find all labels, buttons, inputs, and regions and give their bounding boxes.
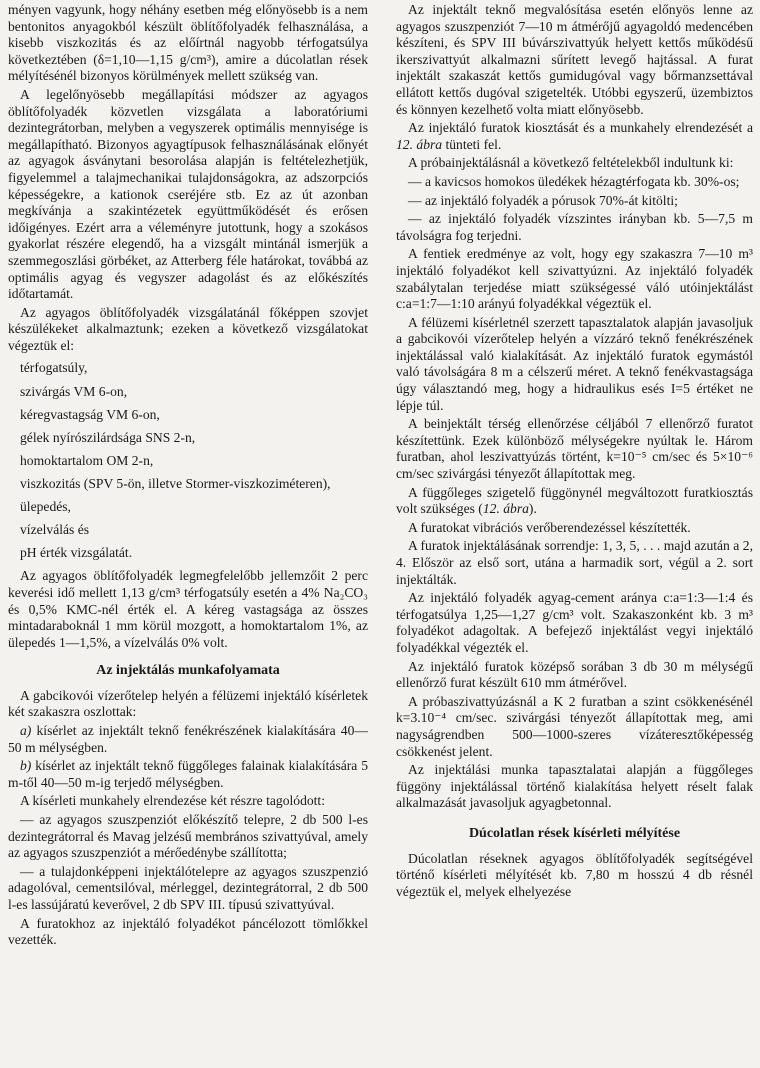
paragraph-layout	[396, 120, 753, 153]
layout-text-pre: Az injektáló furatok kiosztását és a munkahely elrendezését a	[408, 120, 753, 136]
paragraph-tests-intro: Az agyagos öblítőfolyadék vizsgálatánál főképpen szovjet készülékeket alkalmaztunk; ezeken a következő vizsgálatokat végeztük el:	[8, 304, 368, 353]
test-item: viszkozitás (SPV 5-ön, illetve Stormer-viszkoziméteren),	[20, 475, 331, 491]
test-item: pH érték vizsgálatát.	[20, 545, 133, 561]
test-item: szivárgás VM 6-on,	[20, 383, 128, 399]
paragraph-results: Az agyagos öblítőfolyadék legmegfelelőbb jellemzőit 2 perc keverési idő mellett 1,13 g/cm³ térfogatsúly esetén a 4% Na₂CO₃ és 0,5% KMC-nél érték el. A kéreg vastagsága az összes mintadaraboknál 1 mm körül mozgott, a homoktartalom 1%, az ülepedés 1—1,5%, a vízelválás 0% volt.	[8, 568, 368, 650]
wall-text-pre: A függőleges szigetelő függönynél megváltozott furatkiosztás volt szükséges (	[396, 484, 753, 517]
paragraph-control: A beinjektált térség ellenőrzése céljából 7 ellenőrző furatot készítettünk. Ezek különböző mélységekre nyúltak le. Három furatban, ahol leszivattyúzás történt, k=10⁻⁵ cm/sec és 5×10⁻⁶ cm/sec szivárgási tényezőt állapítottak meg.	[396, 416, 753, 482]
paragraph-intro: ményen vagyunk, hogy néhány esetben még előnyösebb is a nem bentonitos anyagokból készült öblítőfolyadék felhasználása, a kisebb viszkozitás és az előírtnál nagyobb térfogatsúlya következtében (δ=1,10—1,15 g/cm³), amire a dúcolatlan rések mélyítésénél bizonyos körülmények mellett szükség van.	[8, 2, 368, 84]
tests-list	[8, 360, 368, 561]
paragraph-hoses: A furatokhoz az injektáló folyadékot páncélozott tömlőkkel vezették.	[8, 915, 368, 948]
list-item-b	[8, 758, 368, 791]
condition-item: — az injektáló folyadék vízszintes irányban kb. 5—7,5 m távolságra fog terjedni.	[396, 211, 753, 243]
paragraph-vibro: A furatokat vibrációs verőberendezéssel készítették.	[408, 519, 691, 535]
test-item: ülepedés,	[20, 499, 71, 515]
figure-reference: 12. ábra	[396, 136, 443, 152]
test-item: kéregvastagság VM 6-on,	[20, 406, 160, 422]
test-item: térfogatsúly,	[20, 360, 88, 376]
section-heading-trench: Dúcolatlan rések kísérleti mélyítése	[468, 825, 681, 841]
paragraph-k2: A próbaszivattyúzásnál a K 2 furatban a szint csökkenésénél k=3.10⁻⁴ cm/sec. szivárgási tényezőt állapítottak meg, ami nagyságrendben 500—1000-szeres vízáteresztőképesség csökkenést jelent.	[396, 693, 753, 759]
item-a-text: kísérlet az injektált teknő fenékrészének kialakítására 40—50 m mélységben.	[8, 723, 368, 755]
paragraph-site-b: — a tulajdonképpeni injektálótelepre az agyagos szuszpenzió adagolóval, cementsilóval, mérleggel, dezintegrátorral, 2 db 500 l-es lassújáratú keverővel, 2 db SPV III. típusú szivattyúval.	[8, 863, 368, 912]
figure-reference: 12. ábra	[482, 501, 529, 517]
item-a-label: a)	[20, 723, 32, 739]
paragraph-middle: Az injektáló furatok középső sorában 3 db 30 m mélységű ellenőrző furat készült 610 mm átmérővel.	[396, 658, 753, 691]
section-heading-workflow: Az injektálás munkafolyamata	[96, 663, 280, 679]
paragraph-site: A kísérleti munkahely elrendezése két részre tagolódott:	[20, 793, 325, 809]
layout-text-post: tünteti fel.	[442, 136, 502, 152]
test-item: vízelválás és	[20, 522, 90, 538]
paragraph-site-a: — az agyagos szuszpenziót előkészítő telepre, 2 db 500 l-es dezintegrátorral és Mavag jelzésű membrános szivattyúval, amely az agyagos szuszpenziót a mérőedénybe szállította;	[8, 812, 368, 861]
paragraph-workflow: A gabcikovói vízerőtelep helyén a félüzemi injektáló kísérletek két szakaszra oszlottak:	[8, 687, 368, 720]
condition-item: — az injektáló folyadék a pórusok 70%-át kitölti;	[408, 192, 678, 208]
left-column	[8, 2, 368, 951]
test-item: homoktartalom OM 2-n,	[20, 452, 154, 468]
paragraph-conditions: A próbainjektálásnál a következő feltételekből indultunk ki:	[408, 155, 734, 171]
paragraph-order: A furatok injektálásának sorrendje: 1, 3, 5, . . . majd azután a 2, 4. Először az első sort, utána a harmadik sort, végül a 2. sort injektálták.	[396, 538, 753, 587]
paragraph-experience: A félüzemi kísérletnél szerzett tapasztalatok alapján javasoljuk a gabcikovói vízerőtelep helyén a vízzáró teknő fenékrészének injektálással való kialakítását. Az injektáló furatok egymástól való távolságára 8 m a célszerű méret. A teknő fenékvastagsága úgy választandó meg, hogy a hidraulikus esés I=5 értéket ne lépje túl.	[396, 314, 753, 413]
paragraph-trench: Dúcolatlan réseknek agyagos öblítőfolyadék segítségével történő kísérleti mélyítését kb. 7,80 m hosszú 4 db résnél végeztük el, melyek elhelyezése	[396, 850, 753, 899]
list-item-a	[8, 723, 368, 756]
item-b-label: b)	[20, 758, 32, 774]
wall-text-post: ).	[528, 501, 537, 517]
paragraph-trough: Az injektált teknő megvalósítása esetén előnyös lenne az agyagos szuszpenziót 7—10 m átmérőjű agyagoldó medencében készíteni, és SPV III búvárszivattyúk helyett kettős működésű ikerszivattyút alkalmazni sűrített levegő hajtással. A furat injektált szakaszát kettős gumidugóval vagy bőrmanzsettával ellátott kettős dugóval szigetelték. Utóbbi egyszerű, üzembiztos és könnyen kezelhető volta miatt előnyösebb.	[396, 2, 753, 117]
paragraph-wall	[396, 485, 753, 518]
right-column	[396, 2, 753, 902]
paragraph-recommend: Az injektálási munka tapasztalatai alapján a függőleges függöny injektálással történő kialakítása helyett réselt falak alkalmazását javasoljuk agyagbetonnal.	[396, 762, 753, 811]
paragraph-method: A legelőnyösebb megállapítási módszer az agyagos öblítőfolyadék közvetlen vizsgálata a laboratóriumi dezintegrátorban, melyben a vegyszerek optimális mennyisége is megállapítható. Bizonyos agyagtípusok felhasználásának előnyét az agyagok ásványtani besorolása alapján is feltételezhetjük, figyelemmel a talajmechanikai tulajdonságokra, az adszorpciós képességekre, a kationok cseréjére stb. Ez az út azonban megkívánja a szakintézetek együttműködését és erősen időigényes. Ezért arra a véleményre jutottunk, hogy a szokásos gyakorlat részére elegendő, ha a vizsgált mintánál ismerjük a szemmegoszlási görbéket, az Atterberg féle határokat, továbbá az optimális agyag és vegyszer adagolást és az előkészítés időtartamát.	[8, 86, 368, 302]
item-b-text: kísérlet az injektált teknő függőleges falainak kialakítására 5 m-től 40—50 m-ig terjedő mélységben.	[8, 758, 368, 790]
condition-item: — a kavicsos homokos üledékek hézagtérfogata kb. 30%-os;	[408, 173, 740, 189]
paragraph-ratio: Az injektáló folyadék agyag-cement aránya c:a=1:3—1:4 és térfogatsúlya 1,25—1,27 g/cm³ volt. Szakaszonként kb. 3 m³ folyadékot adagoltak. A befejező injektálást vegyi injektáló folyadékkal végezték el.	[396, 590, 753, 655]
paragraph-pump: A fentiek eredménye az volt, hogy egy szakaszra 7—10 m³ injektáló folyadékot kell szivattyúzni. Az injektáló folyadék szabálytalan terjedése miatt szükségessé váló utóinjektálást c:a=1:7—1:10 arányú folyadékkal végeztük el.	[396, 246, 753, 312]
test-item: gélek nyírószilárdsága SNS 2-n,	[20, 429, 196, 445]
